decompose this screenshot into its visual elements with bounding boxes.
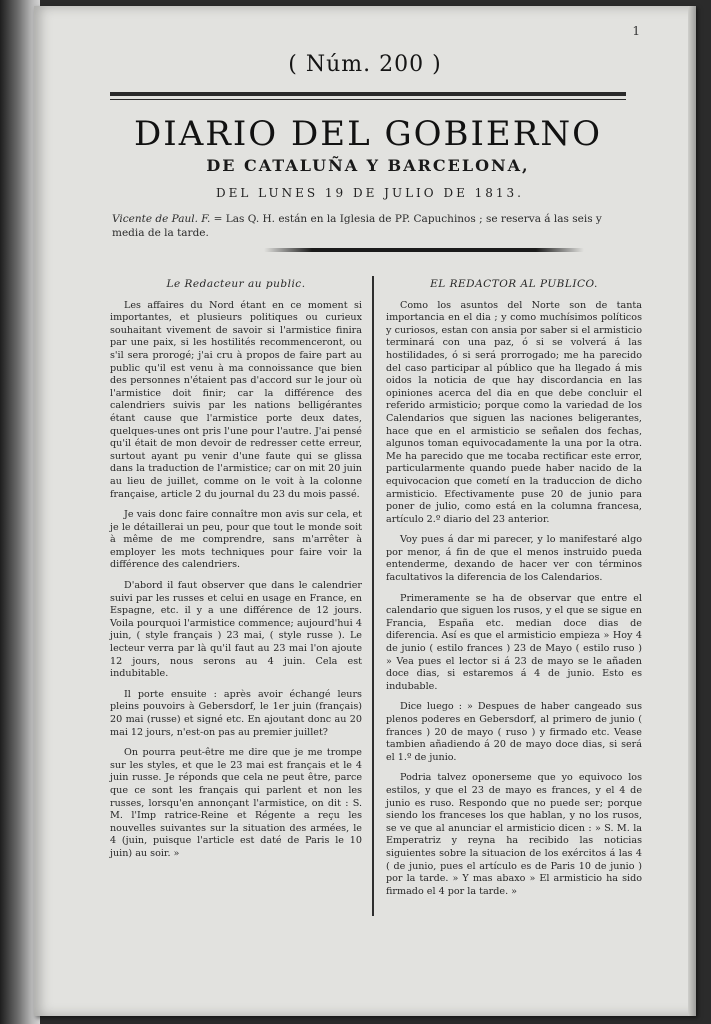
- french-column-heading: Le Redacteur au public.: [166, 278, 306, 290]
- column-rule: [372, 276, 374, 916]
- spanish-column: [386, 278, 642, 906]
- header-rule-thin: [110, 99, 626, 100]
- masthead-title: DIARIO DEL GOBIERNO: [134, 114, 602, 154]
- saint-notice: [112, 212, 636, 240]
- spanish-paragraph: Como los asuntos del Norte son de tanta importancia en el dia ; y como muchísimos políticos y curiosos, estan con ansia por saber si el armisticio terminará con una paz, ó si se volverá á las hostilidades, ó si será prorrogado; me ha parecido del caso participar al público que ha llegado á mis oidos la noticia de que hay discordancia en las opiniones acerca del dia en que debe concluir el referido armisticio; porque como la variedad de los Calendarios que siguen las naciones beligerantes, hace que en el armisticio se señalen dos fechas, algunos toman equivocadamente la una por la otra. Me ha parecido que me tocaba rectificar este error, particularmente quando puede haber nacido de la equivocacion que cometí en la traduccion de dicho armisticio. Efectivamente puse 20 de junio para poner de julio, como está en la columna francesa, artículo 2.º diario del 23 anterior.: [386, 299, 642, 525]
- french-paragraph: On pourra peut-être me dire que je me trompe sur les styles, et que le 23 mai est français et le 4 juin russe. Je réponds que cela ne peut être, parce que ce sont les français qui parlent et non les russes, lorsqu'en annonçant l'armistice, on dit : S. M. l'Imp ratrice-Reine et Régente a reçu les nouvelles suivantes sur la situation des armées, le 4 (juin, puisque l'article est daté de Paris le 10 juin) au soir. »: [110, 747, 362, 859]
- french-paragraph: Il porte ensuite : après avoir échangé leurs pleins pouvoirs à Gebersdorf, le 1er juin (français) 20 mai (russe) et signé etc. En ajoutant donc au 20 mai 12 jours, n'est-on pas au premier juillet?: [110, 688, 362, 738]
- french-paragraph: D'abord il faut observer que dans le calendrier suivi par les russes et celui en usage en France, en Espagne, etc. il y a une différence de 12 jours. Voila pourquoi l'armistice commence; aujourd'hui 4 juin, ( style français ) 23 mai, ( style russe ). Le lecteur verra par là qu'il faut au 23 mai l'on ajoute 12 jours, nous serons au 4 juin. Cela est indubitable.: [110, 580, 362, 680]
- header-rule-top: [110, 92, 626, 96]
- masthead-subtitle: DE CATALUÑA Y BARCELONA,: [206, 156, 530, 175]
- page-edge: [688, 6, 696, 1016]
- spanish-column-heading: EL REDACTOR AL PUBLICO.: [430, 278, 598, 290]
- french-paragraph: Je vais donc faire connaître mon avis sur cela, et je le détaillerai un peu, pour que tout le monde soit à même de me comprendre, sans m'arrêter à employer les mots techniques pour faire voir la différence des calendriers.: [110, 509, 362, 571]
- newspaper-page: [34, 6, 696, 1016]
- saint-notice-text: Las Q. H. están en la Iglesia de PP. Capuchinos ; se reserva á las seis y media de la tarde.: [112, 213, 602, 239]
- french-column: [110, 278, 362, 869]
- saint-name: Vicente de Paul. F. =: [112, 213, 223, 225]
- spanish-paragraph: Dice luego : » Despues de haber cangeado sus plenos poderes en Gebersdorf, al primero de junio ( frances ) 20 de mayo ( ruso ) y firmado etc. Vease tambien añadiendo á 20 de mayo doce dias, si será el 1.º de junio.: [386, 701, 642, 763]
- dateline: DEL LUNES 19 DE JULIO DE 1813.: [216, 186, 524, 200]
- french-paragraph: Les affaires du Nord étant en ce moment si importantes, et plusieurs politiques ou curieux souhaitant vivement de savoir si l'armistice finira par une paix, si les hostilités recommenceront, ou s'il sera prorogé; j'ai cru à propos de faire part au public qu'il est venu à ma connoissance que bien des personnes n'étaient pas d'accord sur le jour où l'armistice doit finir; car la différence des calendriers suivis par les nations belligérantes étant cause que l'armistice porte deux dates, quelques-unes ont pris l'une pour l'autre. J'ai pensé qu'il était de mon devoir de redresser cette erreur, surtout ayant pu venir d'une faute qui se glissa dans la traduction de l'armistice; car on mit 20 juin au lieu de juillet, comme on le voit à la colonne française, article 2 du journal du 23 du mois passé.: [110, 299, 362, 500]
- issue-number: ( Núm. 200 ): [288, 52, 442, 77]
- spanish-paragraph: Voy pues á dar mi parecer, y lo manifestaré algo por menor, á fin de que el menos instruido pueda entenderme, dexando de hacer ver con términos facultativos la diferencia de los Calendarios.: [386, 534, 642, 584]
- spanish-paragraph: Podria talvez oponerseme que yo equivoco los estilos, y que el 23 de mayo es frances, y el 4 de junio es ruso. Respondo que no puede ser; porque siendo los franceses los que hablan, y no los rusos, se ve que al anunciar el armisticio dicen : » S. M. la Emperatriz y reyna ha recibido las noticias siguientes sobre la situacion de los exércitos á las 4 ( de junio, pues el artículo es de Paris 10 de junio ) por la tarde. » Y mas abaxo » El armisticio ha sido firmado el 4 por la tarde. »: [386, 772, 642, 897]
- page-number: 1: [632, 24, 640, 38]
- ornamental-divider: [264, 248, 584, 252]
- spanish-paragraph: Primeramente se ha de observar que entre el calendario que siguen los rusos, y el que se sigue en Francia, España etc. median doce dias de diferencia. Así es que el armisticio empieza » Hoy 4 de junio ( estilo frances ) 23 de Mayo ( estilo ruso ) » Vea pues el lector si á 23 de mayo se le añaden doce dias, si estaremos á 4 de junio. Esto es indubable.: [386, 592, 642, 692]
